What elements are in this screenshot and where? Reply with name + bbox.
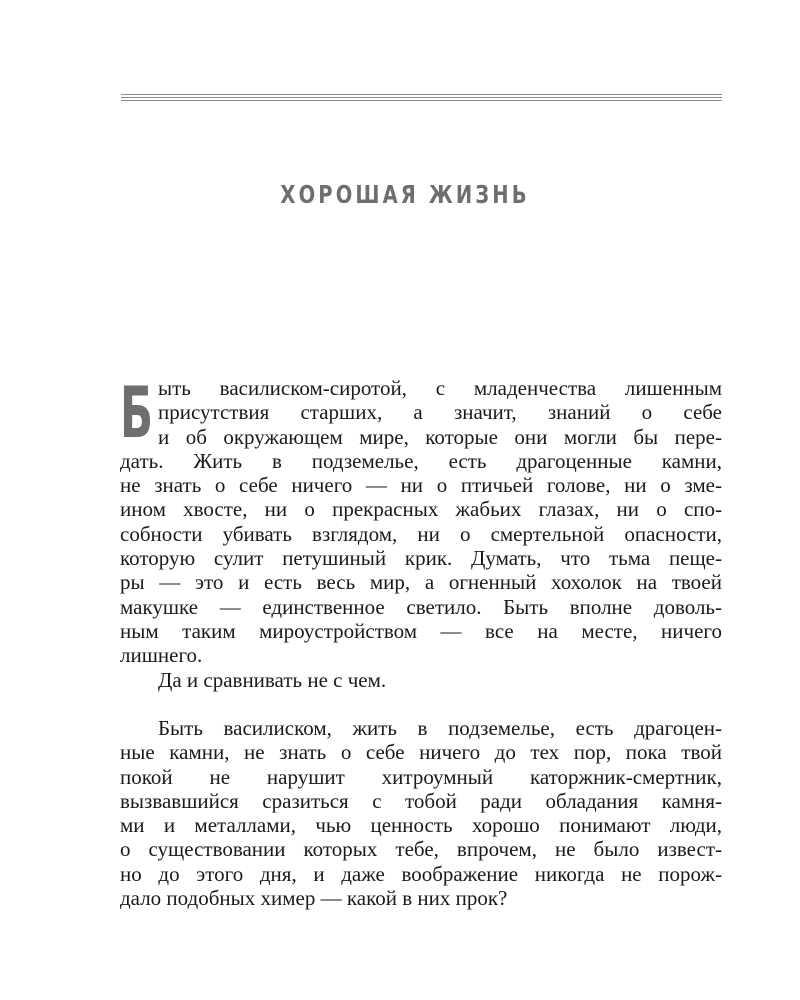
drop-cap: Б (120, 372, 154, 454)
paragraph-2: Да и сравнивать не с чем. (158, 667, 387, 692)
text-line: вызвавшийся сразиться с тобой ради обладания камня- (120, 788, 722, 813)
text-line: о существовании которых тебе, впрочем, не было извест- (120, 837, 722, 862)
text-line: и об окружающем мире, которые они могли бы пере- (158, 424, 722, 449)
text-line: ным таким мироустройством — все на месте, ничего (120, 618, 722, 643)
text-line: макушке — единственное светило. Быть вполне доволь- (120, 594, 722, 619)
text-line: которую сулит петушиный крик. Думать, что тьма пеще- (120, 546, 722, 571)
text-line: лишнего. (120, 643, 203, 668)
text-line: ыть василиском-сиротой, с младенчества лишенным (158, 376, 722, 400)
text-line: но до этого дня, и даже воображение никогда не порож- (120, 861, 722, 886)
chapter-title: ХОРОШАЯ ЖИЗНЬ (280, 180, 530, 209)
text-line: покой не нарушит хитроумный каторжник-смертник, (120, 764, 722, 789)
text-line: Быть василиском, жить в подземелье, есть драгоцен- (158, 716, 722, 740)
text-line: присутствия старших, а значит, знаний о себе (158, 400, 722, 425)
text-line: ры — это и есть весь мир, а огненный хохолок на твоей (120, 570, 722, 595)
text-line: собности убивать взглядом, ни о смертельной опасности, (120, 521, 722, 546)
text-line: дать. Жить в подземелье, есть драгоценные камни, (120, 448, 722, 473)
body-text-block-1 (120, 372, 722, 692)
text-line: ином хвосте, ни о прекрасных жабьих глазах, ни о спо- (120, 497, 722, 522)
header-rule-top (121, 94, 722, 95)
text-line: ные камни, не знать о себе ничего до тех пор, пока твой (120, 740, 722, 765)
header-rule-middle (121, 97, 722, 98)
header-rule-bottom (121, 100, 722, 101)
text-line: дало подобных химер — какой в них прок? (120, 886, 508, 911)
body-text-block-2 (120, 716, 722, 910)
text-line: не знать о себе ничего — ни о птичьей голове, ни о зме- (120, 473, 722, 498)
text-line: ми и металлами, чью ценность хорошо понимают люди, (120, 813, 722, 838)
